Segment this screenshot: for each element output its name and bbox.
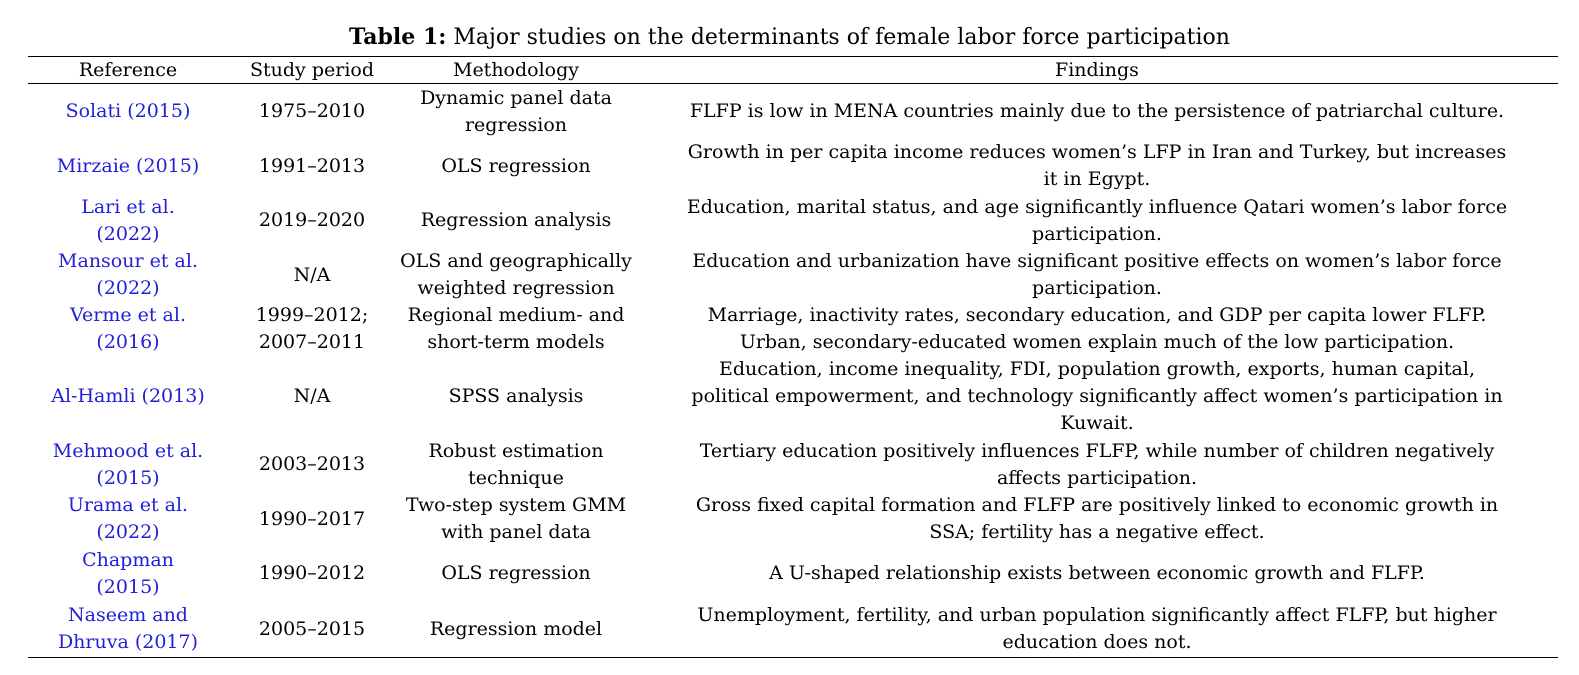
- cell-reference-line[interactable]: Mirzaie (2015): [56, 154, 200, 177]
- cell-study-period-text: [259, 153, 365, 180]
- cell-study-period-line: 2019–2020: [258, 209, 366, 231]
- cell-findings: [636, 139, 1558, 193]
- cell-study-period: [228, 84, 396, 139]
- cell-findings-line: Education, income inequality, FDI, population growth, exports, human capital,: [719, 358, 1475, 380]
- cell-study-period-text: [256, 302, 369, 356]
- cell-methodology-text: [428, 438, 603, 492]
- cell-reference-text[interactable]: [66, 98, 191, 125]
- cell-findings: [636, 84, 1558, 139]
- cell-findings-line: Kuwait.: [1060, 412, 1134, 434]
- cell-findings: [636, 193, 1558, 248]
- header-study-period: Study period: [250, 59, 374, 81]
- cell-methodology-line: regression: [464, 113, 568, 136]
- cell-study-period: [228, 437, 396, 492]
- cell-reference-line[interactable]: (2022): [96, 521, 160, 543]
- cell-study-period: [228, 248, 396, 302]
- cell-methodology-line: Robust estimation: [428, 439, 604, 462]
- cell-methodology: [396, 248, 636, 302]
- cell-findings-line: Gross fixed capital formation and FLFP are positively linked to economic growth in: [695, 494, 1499, 516]
- cell-findings-line: participation.: [1032, 277, 1162, 299]
- cell-findings-line: it in Egypt.: [1043, 168, 1151, 190]
- cell-findings-line: Tertiary education positively influences FLFP, while number of children negatively: [699, 439, 1495, 462]
- cell-study-period-text: [259, 451, 365, 478]
- cell-findings-text: [692, 248, 1501, 302]
- cell-methodology-line: Regression analysis: [420, 209, 612, 231]
- cell-reference-text[interactable]: [57, 153, 200, 180]
- cell-methodology: [396, 84, 636, 139]
- cell-reference[interactable]: [28, 546, 228, 601]
- cell-study-period-line: N/A: [293, 385, 331, 407]
- cell-reference[interactable]: [28, 302, 228, 356]
- table-row: [28, 193, 1558, 248]
- cell-findings-line: FLFP is low in MENA countries mainly due to the persistence of patriarchal culture.: [689, 100, 1505, 122]
- cell-methodology-line: OLS regression: [441, 154, 591, 177]
- cell-reference-text[interactable]: [53, 438, 203, 492]
- table-row: [28, 546, 1558, 601]
- cell-study-period-line: 1991–2013: [258, 154, 366, 177]
- cell-methodology-line: with panel data: [441, 521, 591, 543]
- cell-findings-line: SSA; fertility has a negative effect.: [929, 521, 1265, 543]
- cell-findings: [636, 302, 1558, 356]
- cell-findings-text: [696, 492, 1498, 546]
- header-methodology: Methodology: [452, 59, 580, 81]
- cell-methodology-text: [400, 248, 632, 302]
- cell-reference-text[interactable]: [70, 302, 186, 356]
- cell-study-period-text: [294, 262, 331, 289]
- cell-study-period-line: 2007–2011: [258, 331, 366, 353]
- cell-reference-line[interactable]: Mehmood et al.: [52, 439, 204, 462]
- cell-reference-line[interactable]: Naseem and: [68, 604, 188, 626]
- cell-methodology-text: [408, 302, 625, 356]
- cell-methodology: [396, 139, 636, 193]
- cell-methodology: [396, 193, 636, 248]
- table-row: [28, 302, 1558, 356]
- cell-study-period-text: [294, 383, 331, 410]
- cell-reference-text[interactable]: [68, 492, 188, 546]
- cell-methodology: [396, 492, 636, 546]
- cell-methodology-line: technique: [468, 466, 564, 489]
- cell-findings-text: [691, 356, 1502, 437]
- cell-study-period: [228, 492, 396, 546]
- cell-methodology-line: Regression model: [429, 617, 603, 640]
- cell-study-period-line: N/A: [293, 263, 331, 286]
- cell-reference-line[interactable]: Al-Hamli (2013): [51, 385, 205, 407]
- cell-methodology-text: [420, 85, 612, 139]
- cell-methodology-line: Regional medium- and: [407, 304, 625, 326]
- cell-reference-line[interactable]: Mansour et al.: [58, 250, 198, 272]
- cell-methodology-line: OLS and geographically: [400, 250, 632, 272]
- cell-methodology-text: [406, 492, 626, 546]
- cell-study-period-line: 1990–2012: [258, 562, 366, 584]
- cell-study-period: [228, 139, 396, 193]
- cell-methodology: [396, 546, 636, 601]
- table-label: Table 1:: [349, 24, 447, 50]
- cell-reference-line[interactable]: Lari et al.: [81, 195, 175, 218]
- cell-reference-line[interactable]: Dhruva (2017): [57, 631, 199, 653]
- cell-reference-line[interactable]: Solati (2015): [65, 100, 191, 122]
- cell-reference[interactable]: [28, 84, 228, 139]
- cell-findings: [636, 437, 1558, 492]
- cell-reference-text[interactable]: [51, 383, 205, 410]
- cell-study-period: [228, 546, 396, 601]
- cell-methodology-text: [421, 207, 612, 234]
- cell-methodology-line: OLS regression: [441, 562, 591, 584]
- table-row: [28, 248, 1558, 302]
- cell-reference-text[interactable]: [58, 602, 198, 656]
- table-header: [28, 57, 1558, 83]
- cell-study-period-text: [259, 506, 365, 533]
- cell-study-period-text: [259, 207, 365, 234]
- cell-findings-text: [697, 602, 1496, 656]
- cell-study-period-text: [259, 560, 365, 587]
- cell-reference[interactable]: [28, 139, 228, 193]
- cell-findings-text: [708, 302, 1487, 356]
- table-row: [28, 139, 1558, 193]
- cell-findings-text: [700, 438, 1495, 492]
- cell-reference-line[interactable]: (2015): [96, 466, 160, 489]
- cell-methodology-text: [449, 383, 584, 410]
- cell-findings-line: Growth in per capita income reduces women’s LFP in Iran and Turkey, but increases: [687, 141, 1507, 163]
- cell-reference-line[interactable]: Chapman: [82, 548, 174, 571]
- cell-findings-line: Marriage, inactivity rates, secondary education, and GDP per capita lower FLFP.: [707, 304, 1487, 326]
- cell-reference[interactable]: [28, 492, 228, 546]
- cell-reference-text[interactable]: [82, 547, 174, 601]
- cell-reference-line[interactable]: Urama et al.: [67, 494, 189, 516]
- cell-methodology-line: short-term models: [427, 331, 605, 353]
- cell-findings-text: [687, 194, 1507, 248]
- cell-findings: [636, 248, 1558, 302]
- cell-study-period-line: 1990–2017: [258, 507, 366, 530]
- header-findings: Findings: [1055, 59, 1139, 81]
- cell-findings-line: Unemployment, fertility, and urban population significantly affect FLFP, but higher: [697, 604, 1497, 626]
- cell-methodology-line: weighted regression: [417, 277, 615, 299]
- cell-methodology: [396, 437, 636, 492]
- table-title: Major studies on the determinants of female labor force participation: [453, 25, 1230, 50]
- cell-methodology: [396, 601, 636, 657]
- cell-methodology-line: Dynamic panel data: [420, 86, 612, 109]
- cell-findings-line: political empowerment, and technology significantly affect women’s participation in: [691, 385, 1503, 407]
- cell-study-period-line: 2003–2013: [258, 453, 366, 475]
- cell-reference-text[interactable]: [81, 194, 175, 248]
- cell-methodology-line: SPSS analysis: [448, 385, 584, 407]
- table-row: [28, 601, 1558, 657]
- table-row: [28, 84, 1558, 139]
- cell-findings-text: [688, 139, 1507, 193]
- cell-methodology: [396, 356, 636, 437]
- cell-methodology-text: [430, 616, 602, 643]
- cell-findings-text: [769, 560, 1425, 587]
- table-row: [28, 492, 1558, 546]
- cell-study-period: [228, 356, 396, 437]
- cell-findings: [636, 546, 1558, 601]
- cell-study-period-line: 1999–2012;: [255, 304, 369, 326]
- cell-methodology: [396, 302, 636, 356]
- cell-reference[interactable]: [28, 193, 228, 248]
- cell-findings-line: education does not.: [1002, 631, 1192, 653]
- cell-findings-line: participation.: [1032, 222, 1162, 245]
- cell-study-period-line: 1975–2010: [258, 100, 366, 122]
- cell-reference[interactable]: [28, 248, 228, 302]
- cell-study-period-text: [259, 616, 365, 643]
- cell-methodology-line: Two-step system GMM: [405, 494, 627, 516]
- cell-reference-line[interactable]: Verme et al.: [70, 304, 186, 326]
- cell-findings-line: affects participation.: [996, 466, 1198, 489]
- cell-findings: [636, 601, 1558, 657]
- cell-reference-text[interactable]: [58, 248, 198, 302]
- cell-findings: [636, 356, 1558, 437]
- cell-reference[interactable]: [28, 601, 228, 657]
- cell-reference-line[interactable]: (2015): [96, 575, 160, 598]
- table-row: [28, 356, 1558, 437]
- cell-study-period: [228, 302, 396, 356]
- cell-methodology-text: [441, 560, 590, 587]
- cell-study-period-text: [259, 98, 365, 125]
- cell-reference[interactable]: [28, 437, 228, 492]
- cell-findings: [636, 492, 1558, 546]
- header-reference: Reference: [78, 59, 178, 81]
- cell-reference[interactable]: [28, 356, 228, 437]
- cell-methodology-text: [441, 153, 590, 180]
- cell-findings-text: [690, 98, 1504, 125]
- table-caption: [0, 22, 1579, 53]
- bottom-rule: [28, 657, 1558, 658]
- cell-study-period-line: 2005–2015: [258, 617, 366, 640]
- cell-findings-line: A U-shaped relationship exists between economic growth and FLFP.: [769, 562, 1425, 584]
- cell-findings-line: Education, marital status, and age significantly influence Qatari women’s labor force: [686, 195, 1508, 218]
- cell-study-period: [228, 193, 396, 248]
- cell-study-period: [228, 601, 396, 657]
- cell-reference-line[interactable]: (2022): [96, 277, 160, 299]
- cell-reference-line[interactable]: (2016): [96, 331, 160, 353]
- cell-findings-line: Education and urbanization have significant positive effects on women’s labor force: [692, 250, 1502, 272]
- cell-findings-line: Urban, secondary-educated women explain much of the low participation.: [739, 331, 1455, 353]
- cell-reference-line[interactable]: (2022): [96, 222, 160, 245]
- table-row: [28, 437, 1558, 492]
